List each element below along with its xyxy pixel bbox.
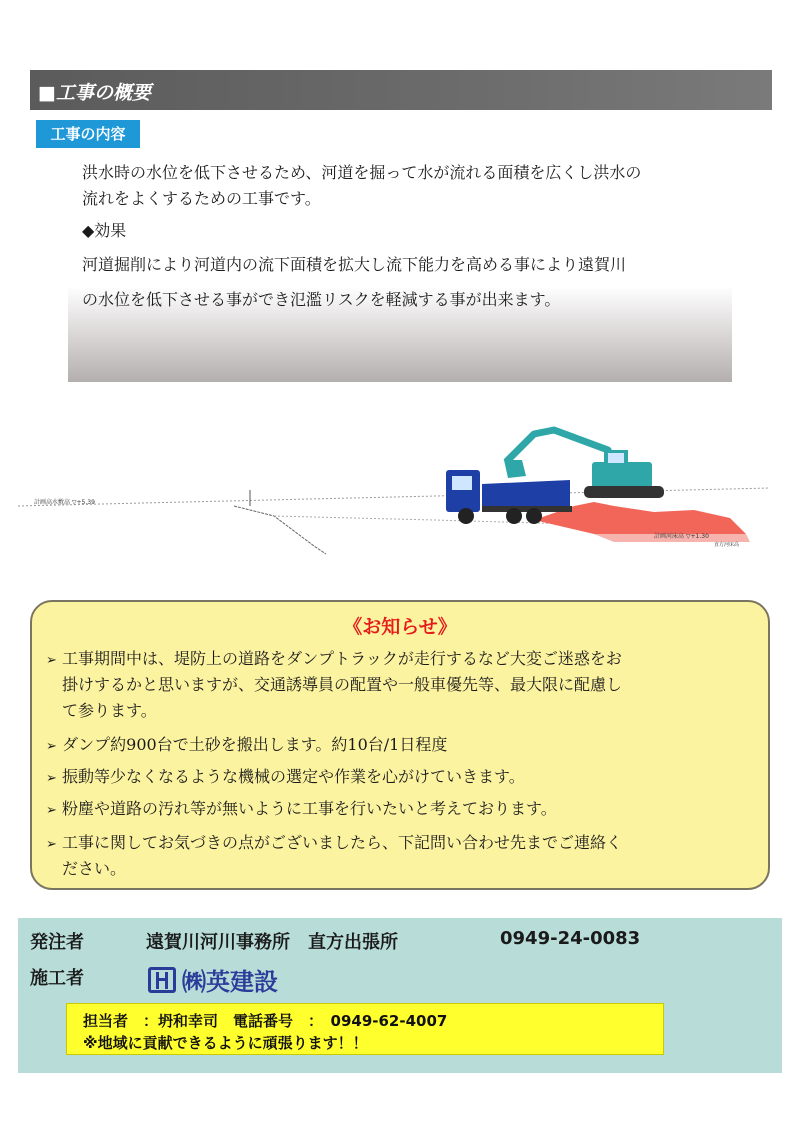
levee-slope [234, 506, 326, 554]
contractor-logo [148, 962, 278, 997]
client-label: 発注者 [30, 932, 84, 953]
client-name: 遠賀川河川事務所 直方出張所 [146, 932, 398, 953]
arrow-bullet-icon: ➢ [46, 653, 57, 668]
planned-high-water-label: 計画高水敷高 ▽+5.39 [34, 499, 95, 506]
description-line-1: 洪水時の水位を低下させるため、河道を掘って水が流れる面積を広くし洪水の [82, 163, 642, 182]
planned-riverbed-label: 計画河床高 ▽+1.30 [654, 533, 709, 540]
contact-person-line: 担当者 ：坍和幸司 電話番号 ： 0949-62-4007 [83, 1012, 448, 1030]
contact-person-box [66, 1003, 664, 1055]
notice-title: 《お知らせ》 [343, 616, 457, 638]
contractor-label: 施工者 [30, 968, 84, 989]
effect-line-2: の水位を低下させる事ができ氾濫リスクを軽減する事が出来ます。 [82, 290, 561, 309]
notice-item-continuation: て参ります。 [62, 701, 157, 720]
notice-item [46, 646, 758, 674]
section-header-bar [30, 70, 772, 110]
notice-item [46, 796, 758, 824]
notice-item [46, 764, 758, 792]
notice-item-text: 工事に関してお気づきの点がございましたら、下記問い合わせ先までご連絡く [62, 833, 623, 852]
notice-item-text: 振動等少なくなるような機械の選定や作業を心がけていきます。 [62, 767, 525, 786]
river-cross-section-diagram [14, 420, 774, 590]
arrow-bullet-icon: ➢ [46, 803, 57, 818]
contractor-name: ㈱英建設 [182, 968, 278, 996]
riverbed-sublabel: 直方河床高 [714, 542, 740, 548]
notice-item-text: 工事期間中は、堤防上の道路をダンプトラックが走行するなど大変ご迷惑をお [62, 649, 622, 668]
arrow-bullet-icon: ➢ [46, 739, 57, 754]
arrow-bullet-icon: ➢ [46, 771, 57, 786]
notice-item-text: ダンプ約900台で土砂を搬出します。約10台/1日程度 [62, 735, 448, 754]
client-phone: 0949-24-0083 [500, 928, 641, 949]
notice-item [46, 732, 758, 760]
notice-item-continuation: ださい。 [62, 859, 127, 878]
section-header-title: ■工事の概要 [38, 82, 151, 104]
effect-line-1: 河道掘削により河道内の流下面積を拡大し流下能力を高める事により遠賀川 [82, 255, 627, 274]
arrow-bullet-icon: ➢ [46, 837, 57, 852]
section-label-content: 工事の内容 [36, 120, 140, 148]
notice-item-continuation: 掛けするかと思いますが、交通誘導員の配置や一般車優先等、最大限に配慮し [62, 675, 623, 694]
description-line-2: 流れをよくするための工事です。 [82, 189, 321, 208]
notice-box [30, 600, 770, 890]
notice-item-text: 粉塵や道路の汚れ等が無いように工事を行いたいと考えております。 [62, 799, 557, 818]
company-logo-icon [148, 967, 176, 993]
notice-item [46, 830, 758, 858]
effect-heading: ◆効果 [82, 221, 127, 240]
slogan-line: ※地域に貢献できるように頑張ります！！ [83, 1034, 368, 1052]
